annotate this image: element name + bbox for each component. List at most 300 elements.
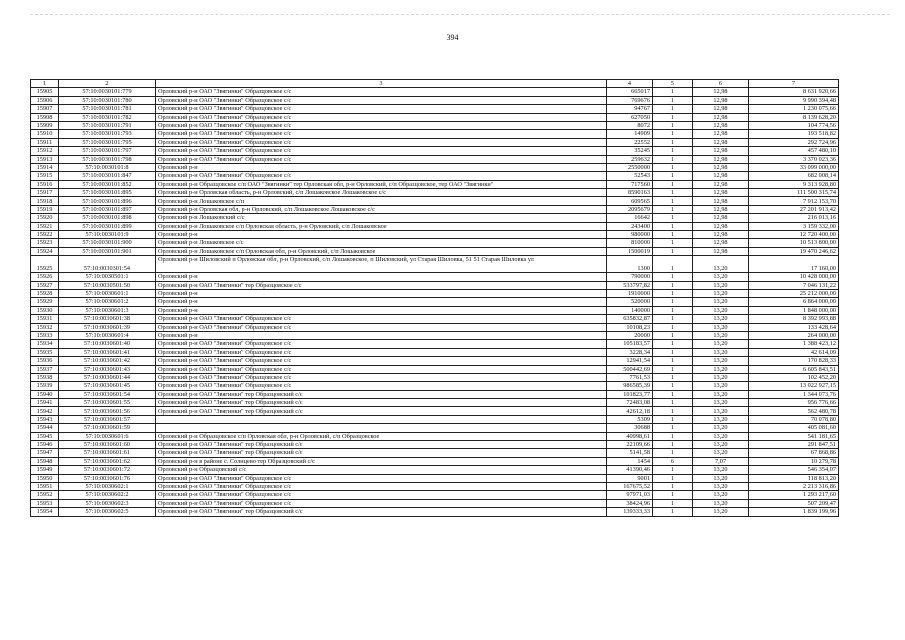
- area-cell: 41390,46: [607, 466, 653, 474]
- table-row: [31, 214, 839, 222]
- row-number-cell: 15909: [31, 121, 59, 129]
- area-cell: 97971,03: [607, 491, 653, 499]
- count-cell: 1: [653, 491, 693, 499]
- address-cell: Орловский р-н Шиловский п Орловская обл, р-н Орловский, с/п Лошаковское, п Шиловский, ул Старая Шиловка, 51 51 Старая Шиловка ул: [156, 256, 607, 273]
- rate-cell: 12,98: [693, 231, 749, 239]
- cadastral-number-cell: 57:10:0030501:1: [59, 273, 156, 281]
- area-cell: 5141,58: [607, 449, 653, 457]
- rate-cell: 13,20: [693, 508, 749, 516]
- count-cell: 1: [653, 424, 693, 432]
- area-cell: 609565: [607, 197, 653, 205]
- count-cell: 1: [653, 390, 693, 398]
- column-header: 4: [607, 80, 653, 88]
- count-cell: 1: [653, 239, 693, 247]
- rate-cell: 13,20: [693, 373, 749, 381]
- cadastral-number-cell: 57:10:0030101:780: [59, 96, 156, 104]
- area-cell: 5309: [607, 415, 653, 423]
- rate-cell: 13,20: [693, 323, 749, 331]
- table-row: [31, 256, 839, 273]
- cadastral-value-cell: 67 868,86: [749, 449, 839, 457]
- table-row: [31, 415, 839, 423]
- cadastral-number-cell: 57:10:0030601:4: [59, 331, 156, 339]
- cadastral-value-cell: 102 452,20: [749, 373, 839, 381]
- address-cell: [156, 415, 607, 423]
- cadastral-number-cell: 57:10:0030101:797: [59, 147, 156, 155]
- cadastral-value-cell: 216 013,16: [749, 214, 839, 222]
- rate-cell: 12,98: [693, 147, 749, 155]
- rate-cell: 12,98: [693, 180, 749, 188]
- row-number-cell: 15914: [31, 163, 59, 171]
- table-row: [31, 357, 839, 365]
- row-number-cell: 15907: [31, 105, 59, 113]
- cadastral-number-cell: 57:10:0030101:898: [59, 214, 156, 222]
- address-cell: Орловский р-н ОАО "Звягинки" Образцовское с/с: [156, 340, 607, 348]
- address-cell: Орловский р-н ОАО "Звягинки" Образцовское с/с: [156, 482, 607, 490]
- rate-cell: 12,98: [693, 214, 749, 222]
- table-row: [31, 281, 839, 289]
- row-number-cell: 15933: [31, 331, 59, 339]
- area-cell: 533797,82: [607, 281, 653, 289]
- address-cell: Орловский р-н: [156, 331, 607, 339]
- row-number-cell: 15954: [31, 508, 59, 516]
- table-row: [31, 273, 839, 281]
- row-number-cell: 15921: [31, 222, 59, 230]
- cadastral-number-cell: 57:10:0030601:54: [59, 390, 156, 398]
- area-cell: 72483,08: [607, 399, 653, 407]
- area-cell: 259632: [607, 155, 653, 163]
- table-row: [31, 298, 839, 306]
- cadastral-number-cell: 57:10:0030601:76: [59, 474, 156, 482]
- cadastral-number-cell: 57:10:0030101:852: [59, 180, 156, 188]
- cadastral-number-cell: 57:10:0030601:41: [59, 348, 156, 356]
- row-number-cell: 15936: [31, 357, 59, 365]
- area-cell: 2095679: [607, 205, 653, 213]
- area-cell: 810000: [607, 239, 653, 247]
- address-cell: Орловский р-н ОАО "Звягинки" тер Образцовский с/с: [156, 441, 607, 449]
- row-number-cell: 15944: [31, 424, 59, 432]
- count-cell: 1: [653, 415, 693, 423]
- rate-cell: 13,20: [693, 331, 749, 339]
- cadastral-value-cell: 13 022 927,15: [749, 382, 839, 390]
- address-cell: Орловский р-н ОАО "Звягинки" тер Образцовский с/с: [156, 508, 607, 516]
- cadastral-value-cell: 118 813,20: [749, 474, 839, 482]
- address-cell: Орловский р-н ОАО "Звягинки" Образцовское с/с: [156, 121, 607, 129]
- count-cell: 1: [653, 197, 693, 205]
- table-row: [31, 147, 839, 155]
- row-number-cell: 15927: [31, 281, 59, 289]
- count-cell: 1: [653, 88, 693, 96]
- count-cell: 1: [653, 147, 693, 155]
- table-row: [31, 239, 839, 247]
- table-row: [31, 491, 839, 499]
- rate-cell: 13,20: [693, 441, 749, 449]
- address-cell: Орловский р-н ОАО "Звягинки" Образцовское с/с: [156, 373, 607, 381]
- address-cell: Орловский р-н Орловская обл, р-н Орловский, с/п Лошаковское Лошаковское с/с: [156, 205, 607, 213]
- cadastral-value-cell: 1 848 000,00: [749, 306, 839, 314]
- cadastral-number-cell: 57:10:0030601:55: [59, 399, 156, 407]
- cadastral-value-cell: 1 388 423,12: [749, 340, 839, 348]
- address-cell: Орловский р-н ОАО "Звягинки" Образцовское с/с: [156, 105, 607, 113]
- area-cell: 35245: [607, 147, 653, 155]
- count-cell: 1: [653, 331, 693, 339]
- row-number-cell: 15923: [31, 239, 59, 247]
- count-cell: 1: [653, 373, 693, 381]
- address-cell: Орловский р-н ОАО "Звягинки" Образцовское с/с: [156, 130, 607, 138]
- cadastral-number-cell: 57:10:0030101:901: [59, 247, 156, 255]
- count-cell: 1: [653, 130, 693, 138]
- cadastral-value-table: [30, 79, 839, 517]
- area-cell: 140000: [607, 306, 653, 314]
- row-number-cell: 15939: [31, 382, 59, 390]
- cadastral-value-cell: 956 776,66: [749, 399, 839, 407]
- cadastral-number-cell: 57:10:0030601:6: [59, 432, 156, 440]
- rate-cell: 13,20: [693, 432, 749, 440]
- count-cell: 6: [653, 457, 693, 465]
- address-cell: Орловский р-н: [156, 306, 607, 314]
- table-row: [31, 340, 839, 348]
- area-cell: 20000: [607, 331, 653, 339]
- table-row: [31, 499, 839, 507]
- table-row: [31, 247, 839, 255]
- count-cell: 1: [653, 205, 693, 213]
- area-cell: 986585,39: [607, 382, 653, 390]
- count-cell: 1: [653, 214, 693, 222]
- rate-cell: 13,20: [693, 449, 749, 457]
- row-number-cell: 15928: [31, 289, 59, 297]
- rate-cell: 7,07: [693, 457, 749, 465]
- row-number-cell: 15925: [31, 256, 59, 273]
- cadastral-value-cell: 541 181,65: [749, 432, 839, 440]
- area-cell: 1300: [607, 256, 653, 273]
- table-row: [31, 432, 839, 440]
- row-number-cell: 15926: [31, 273, 59, 281]
- cadastral-number-cell: 57:10:0030602:2: [59, 491, 156, 499]
- rate-cell: 13,20: [693, 340, 749, 348]
- address-cell: Орловский р-н ОАО "Звягинки" Образцовское с/с: [156, 96, 607, 104]
- address-cell: Орловский р-н Лошаковское с/п Орловская обл, р-н Орловский, с/п Лошаковское: [156, 247, 607, 255]
- cadastral-value-cell: 7 912 153,70: [749, 197, 839, 205]
- rate-cell: 12,98: [693, 205, 749, 213]
- cadastral-number-cell: 57:10:0030601:45: [59, 382, 156, 390]
- address-cell: Орловский р-н ОАО "Звягинки" Образцовское с/с: [156, 315, 607, 323]
- area-cell: 635832,87: [607, 315, 653, 323]
- cadastral-value-cell: 10 513 800,00: [749, 239, 839, 247]
- cadastral-number-cell: 57:10:0030601:1: [59, 289, 156, 297]
- table-row: [31, 373, 839, 381]
- row-number-cell: 15950: [31, 474, 59, 482]
- area-cell: 717560: [607, 180, 653, 188]
- area-cell: 10108,23: [607, 323, 653, 331]
- rate-cell: 12,98: [693, 172, 749, 180]
- cadastral-number-cell: 57:10:0030101:9: [59, 231, 156, 239]
- area-cell: 1454: [607, 457, 653, 465]
- count-cell: 1: [653, 407, 693, 415]
- area-cell: 40998,61: [607, 432, 653, 440]
- rate-cell: 13,20: [693, 390, 749, 398]
- cadastral-value-cell: 170 828,33: [749, 357, 839, 365]
- count-cell: 1: [653, 121, 693, 129]
- address-cell: Орловский р-н ОАО "Звягинки" Образцовское с/с: [156, 155, 607, 163]
- rate-cell: 13,20: [693, 357, 749, 365]
- page-number: 394: [446, 33, 459, 42]
- row-number-cell: 15934: [31, 340, 59, 348]
- address-cell: Орловский р-н ОАО "Звягинки" тер Образцовский с/с: [156, 390, 607, 398]
- area-cell: 243400: [607, 222, 653, 230]
- table-row: [31, 457, 839, 465]
- cadastral-number-cell: 57:10:0030101:781: [59, 105, 156, 113]
- rate-cell: 13,20: [693, 474, 749, 482]
- area-cell: 38424,96: [607, 499, 653, 507]
- count-cell: 1: [653, 105, 693, 113]
- address-cell: Орловский р-н Лошаковское с/с: [156, 239, 607, 247]
- rate-cell: 12,98: [693, 163, 749, 171]
- cadastral-number-cell: 57:10:0030601:40: [59, 340, 156, 348]
- count-cell: 1: [653, 474, 693, 482]
- count-cell: 1: [653, 298, 693, 306]
- count-cell: 1: [653, 499, 693, 507]
- cadastral-value-cell: 264 000,00: [749, 331, 839, 339]
- cadastral-number-cell: 57:10:0030101:895: [59, 189, 156, 197]
- cadastral-value-cell: 133 428,64: [749, 323, 839, 331]
- area-cell: 8590163: [607, 189, 653, 197]
- area-cell: 16642: [607, 214, 653, 222]
- address-cell: Орловский р-н ОАО "Звягинки" Образцовское с/с: [156, 323, 607, 331]
- row-number-cell: 15929: [31, 298, 59, 306]
- cadastral-value-cell: 104 774,56: [749, 121, 839, 129]
- column-header: 6: [693, 80, 749, 88]
- area-cell: 14909: [607, 130, 653, 138]
- column-header: 2: [59, 80, 156, 88]
- row-number-cell: 15915: [31, 172, 59, 180]
- table-row: [31, 466, 839, 474]
- table-row: [31, 205, 839, 213]
- table-row: [31, 323, 839, 331]
- row-number-cell: 15949: [31, 466, 59, 474]
- address-cell: Орловский р-н: [156, 163, 607, 171]
- table-row: [31, 105, 839, 113]
- cadastral-number-cell: 57:10:0030101:896: [59, 197, 156, 205]
- row-number-cell: 15937: [31, 365, 59, 373]
- table-row: [31, 382, 839, 390]
- cadastral-value-cell: 193 518,82: [749, 130, 839, 138]
- count-cell: 1: [653, 323, 693, 331]
- area-cell: 8072: [607, 121, 653, 129]
- area-cell: 22109,66: [607, 441, 653, 449]
- cadastral-value-cell: 17 160,00: [749, 256, 839, 273]
- row-number-cell: 15916: [31, 180, 59, 188]
- rate-cell: 13,20: [693, 382, 749, 390]
- count-cell: 1: [653, 449, 693, 457]
- row-number-cell: 15952: [31, 491, 59, 499]
- address-cell: Орловский р-н ОАО "Звягинки" Образцовское с/с: [156, 382, 607, 390]
- address-cell: Орловский р-н ОАО "Звягинки" Образцовское с/с: [156, 474, 607, 482]
- rate-cell: 13,20: [693, 306, 749, 314]
- table-row: [31, 449, 839, 457]
- count-cell: 1: [653, 180, 693, 188]
- cadastral-number-cell: 57:10:0030601:62: [59, 457, 156, 465]
- column-header: 5: [653, 80, 693, 88]
- row-number-cell: 15910: [31, 130, 59, 138]
- address-cell: Орловский р-н ОАО "Звягинки" Образцовское с/с: [156, 172, 607, 180]
- cadastral-value-cell: 1 839 199,96: [749, 508, 839, 516]
- count-cell: 1: [653, 281, 693, 289]
- cadastral-number-cell: 57:10:0030101:798: [59, 155, 156, 163]
- table-row: [31, 289, 839, 297]
- row-number-cell: 15912: [31, 147, 59, 155]
- area-cell: 139333,33: [607, 508, 653, 516]
- area-cell: 665017: [607, 88, 653, 96]
- row-number-cell: 15930: [31, 306, 59, 314]
- cadastral-value-cell: 8 139 628,20: [749, 113, 839, 121]
- table-row: [31, 172, 839, 180]
- cadastral-number-cell: 57:10:0030601:39: [59, 323, 156, 331]
- rate-cell: 13,20: [693, 499, 749, 507]
- table-row: [31, 121, 839, 129]
- row-number-cell: 15951: [31, 482, 59, 490]
- cadastral-number-cell: 57:10:0030602:1: [59, 482, 156, 490]
- cadastral-value-cell: 405 081,60: [749, 424, 839, 432]
- area-cell: 1500019: [607, 247, 653, 255]
- cadastral-value-cell: 457 480,10: [749, 147, 839, 155]
- address-cell: Орловский р-н ОАО "Звягинки" Образцовское с/с: [156, 491, 607, 499]
- rate-cell: 13,20: [693, 424, 749, 432]
- table-row: [31, 424, 839, 432]
- area-cell: 52543: [607, 172, 653, 180]
- rate-cell: 12,98: [693, 130, 749, 138]
- row-number-cell: 15906: [31, 96, 59, 104]
- address-cell: Орловский р-н ОАО "Звягинки" Образцовское с/с: [156, 113, 607, 121]
- area-cell: 1910000: [607, 289, 653, 297]
- cadastral-value-cell: 3 370 023,36: [749, 155, 839, 163]
- cadastral-value-cell: 1 293 217,60: [749, 491, 839, 499]
- rate-cell: 13,20: [693, 273, 749, 281]
- cadastral-number-cell: 57:10:0030601:57: [59, 415, 156, 423]
- area-cell: 790000: [607, 273, 653, 281]
- column-header: 7: [749, 80, 839, 88]
- table-row: [31, 197, 839, 205]
- cadastral-number-cell: 57:10:0030601:72: [59, 466, 156, 474]
- rate-cell: 12,98: [693, 197, 749, 205]
- rate-cell: 13,20: [693, 281, 749, 289]
- cadastral-number-cell: 57:10:0030601:43: [59, 365, 156, 373]
- rate-cell: 12,98: [693, 113, 749, 121]
- rate-cell: 13,20: [693, 415, 749, 423]
- row-number-cell: 15924: [31, 247, 59, 255]
- column-header: 1: [31, 80, 59, 88]
- cadastral-value-cell: 7 046 131,22: [749, 281, 839, 289]
- row-number-cell: 15917: [31, 189, 59, 197]
- row-number-cell: 15935: [31, 348, 59, 356]
- count-cell: 1: [653, 357, 693, 365]
- cadastral-value-cell: 9 990 394,48: [749, 96, 839, 104]
- count-cell: 1: [653, 306, 693, 314]
- rate-cell: 12,98: [693, 155, 749, 163]
- area-cell: 2550000: [607, 163, 653, 171]
- rate-cell: 12,98: [693, 88, 749, 96]
- address-cell: Орловский р-н Образцовское с/п Орловская обл, р-н Орловский, с/п Образцовское: [156, 432, 607, 440]
- cadastral-number-cell: 57:10:0030601:56: [59, 407, 156, 415]
- cadastral-number-cell: 57:10:0030602:5: [59, 508, 156, 516]
- table-row: [31, 508, 839, 516]
- cadastral-number-cell: 57:10:0030101:8: [59, 163, 156, 171]
- cadastral-number-cell: 57:10:0030301:54: [59, 256, 156, 273]
- address-cell: Орловский р-н Лошаковский с/с: [156, 214, 607, 222]
- address-cell: Орловский р-н ОАО "Звягинки" Образцовское с/с: [156, 357, 607, 365]
- cadastral-number-cell: 57:10:0030601:44: [59, 373, 156, 381]
- area-cell: 12941,54: [607, 357, 653, 365]
- cadastral-value-cell: 19 470 246,62: [749, 247, 839, 255]
- cadastral-value-cell: 33 099 000,00: [749, 163, 839, 171]
- count-cell: 1: [653, 382, 693, 390]
- table-row: [31, 163, 839, 171]
- table-row: [31, 180, 839, 188]
- count-cell: 1: [653, 113, 693, 121]
- area-cell: 105183,57: [607, 340, 653, 348]
- address-cell: Орловский р-н ОАО "Звягинки" Образцовское с/с: [156, 88, 607, 96]
- row-number-cell: 15922: [31, 231, 59, 239]
- address-cell: Орловский р-н ОАО "Звягинки" тер Образцовский с/с: [156, 407, 607, 415]
- header-row: [31, 80, 839, 88]
- cadastral-value-cell: 292 724,96: [749, 138, 839, 146]
- table-row: [31, 399, 839, 407]
- table-row: [31, 306, 839, 314]
- address-cell: Орловский р-н Образцовский с/с: [156, 466, 607, 474]
- area-cell: 94767: [607, 105, 653, 113]
- cadastral-value-cell: 9 313 928,80: [749, 180, 839, 188]
- table-row: [31, 482, 839, 490]
- cadastral-number-cell: 57:10:0030101:897: [59, 205, 156, 213]
- cadastral-number-cell: 57:10:0030601:60: [59, 441, 156, 449]
- row-number-cell: 15943: [31, 415, 59, 423]
- cadastral-number-cell: 57:10:0030101:795: [59, 138, 156, 146]
- cadastral-number-cell: 57:10:0030101:900: [59, 239, 156, 247]
- area-cell: 22552: [607, 138, 653, 146]
- count-cell: 1: [653, 432, 693, 440]
- address-cell: Орловский р-н: [156, 231, 607, 239]
- area-cell: 627050: [607, 113, 653, 121]
- table-row: [31, 441, 839, 449]
- table-row: [31, 155, 839, 163]
- rate-cell: 13,20: [693, 407, 749, 415]
- count-cell: 1: [653, 155, 693, 163]
- cadastral-value-cell: 546 354,07: [749, 466, 839, 474]
- count-cell: 1: [653, 247, 693, 255]
- cadastral-value-cell: 6 605 843,51: [749, 365, 839, 373]
- table-row: [31, 138, 839, 146]
- cadastral-number-cell: 57:10:0030601:59: [59, 424, 156, 432]
- count-cell: 1: [653, 441, 693, 449]
- row-number-cell: 15913: [31, 155, 59, 163]
- count-cell: 1: [653, 289, 693, 297]
- count-cell: 1: [653, 365, 693, 373]
- count-cell: 1: [653, 138, 693, 146]
- table-row: [31, 390, 839, 398]
- cadastral-value-cell: 682 008,14: [749, 172, 839, 180]
- row-number-cell: 15938: [31, 373, 59, 381]
- cadastral-number-cell: 57:10:0030601:61: [59, 449, 156, 457]
- count-cell: 1: [653, 315, 693, 323]
- rate-cell: 13,20: [693, 348, 749, 356]
- rate-cell: 13,20: [693, 491, 749, 499]
- count-cell: 1: [653, 273, 693, 281]
- column-header: 3: [156, 80, 607, 88]
- address-cell: Орловский р-н ОАО "Звягинки" Образцовское с/с: [156, 499, 607, 507]
- area-cell: 3228,34: [607, 348, 653, 356]
- cadastral-number-cell: 57:10:0030501:50: [59, 281, 156, 289]
- cadastral-value-cell: 42 614,09: [749, 348, 839, 356]
- rate-cell: 13,20: [693, 365, 749, 373]
- count-cell: 1: [653, 256, 693, 273]
